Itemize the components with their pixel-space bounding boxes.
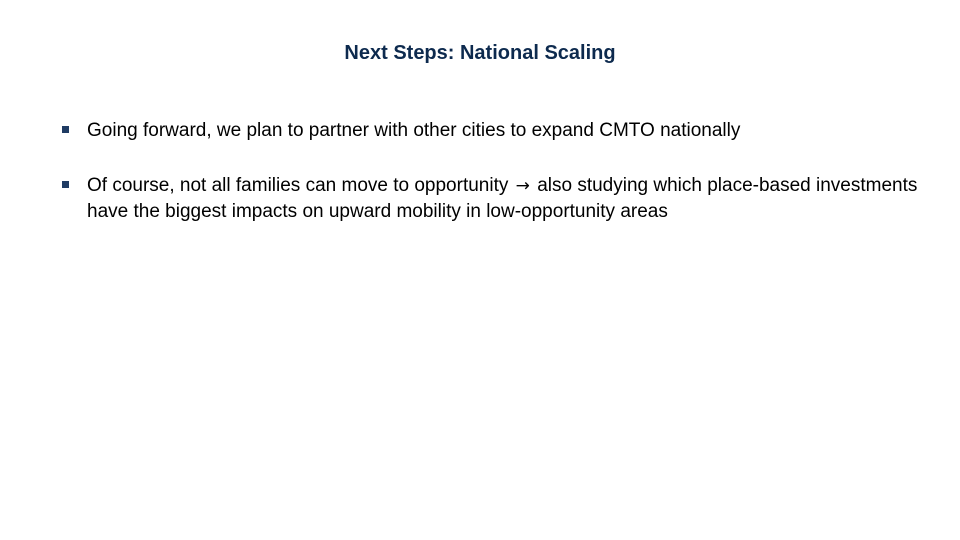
square-bullet-icon — [62, 181, 69, 188]
bullet-list — [60, 118, 940, 254]
bullet-item-partner-cities — [60, 118, 940, 144]
bullet-text: Going forward, we plan to partner with other cities to expand CMTO nationally — [87, 120, 741, 141]
square-bullet-icon — [62, 126, 69, 133]
bullet-text-before-arrow: Of course, not all families can move to opportunity — [87, 175, 509, 196]
slide-title: Next Steps: National Scaling — [344, 42, 616, 64]
right-arrow-icon: → — [515, 176, 530, 196]
bullet-text-after-arrow: also studying which place-based investments have the biggest impacts on upward mobility in low-opportunity areas — [87, 175, 918, 222]
bullet-item-place-based-investments — [60, 173, 940, 225]
